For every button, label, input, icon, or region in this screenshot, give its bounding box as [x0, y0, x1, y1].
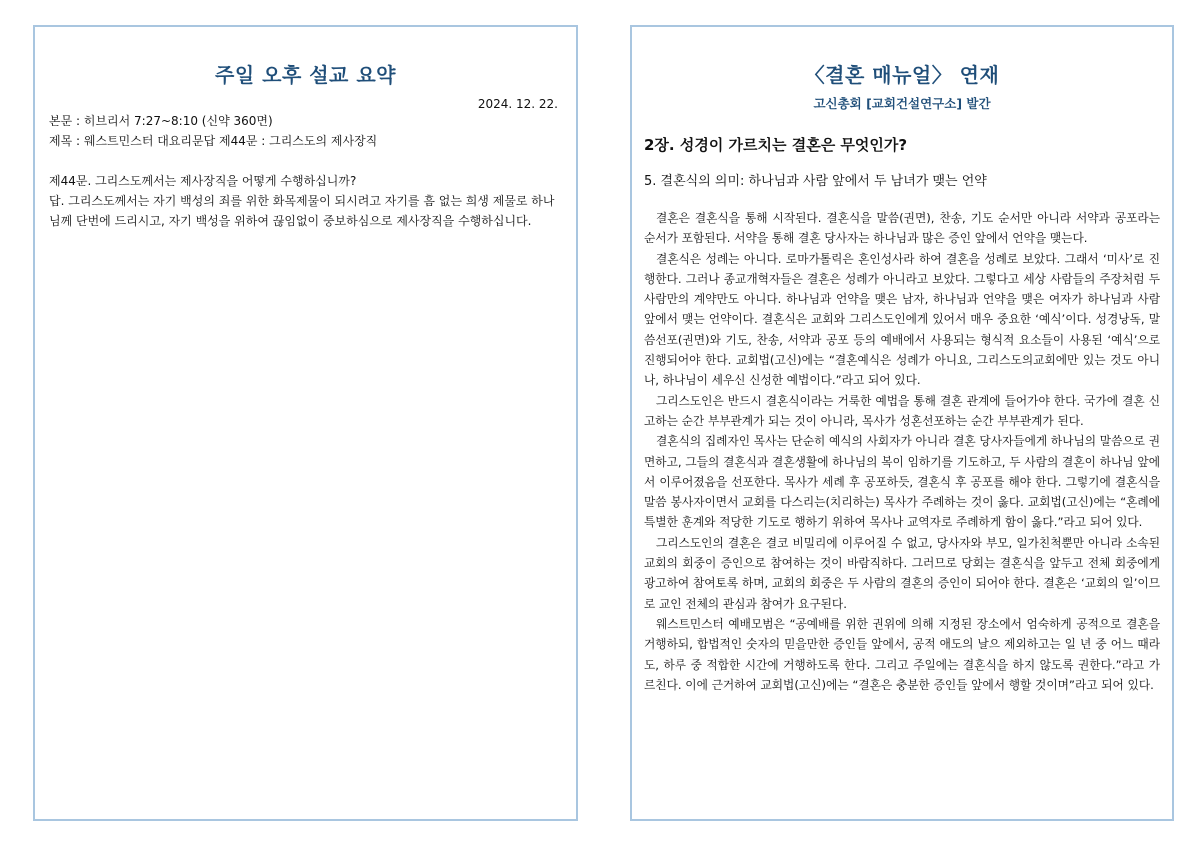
article-paragraph: 그리스도인은 반드시 결혼식이라는 거룩한 예법을 통해 결혼 관계에 들어가야 한다. 국가에 결혼 신고하는 순간 부부관계가 되는 것이 아니라, 목사가 성혼선포하는 순간 부부관계가 된다.: [644, 393, 1160, 428]
catechism-answer: 답. 그리스도께서는 자기 백성의 죄를 위한 화목제물이 되시려고 자기를 흠 없는 희생 제물로 하나님께 단번에 드리시고, 자기 백성을 위하여 끊임없이 중보하심으로 제사장직을 수행하십니다.: [49, 194, 555, 228]
article-body: [632, 208, 1172, 695]
scripture-line: 본문 : 히브리서 7:27~8:10 (신약 360면): [49, 114, 273, 128]
sermon-title: 주일 오후 설교 요약: [215, 63, 396, 87]
catechism-question: 제44문. 그리스도께서는 제사장직을 어떻게 수행하십니까?: [49, 174, 357, 188]
article-paragraph: 결혼식의 집례자인 목사는 단순히 예식의 사회자가 아니라 결혼 당사자들에게 하나님의 말씀으로 권면하고, 그들의 결혼식과 결혼생활에 하나님의 복이 임하기를 기도하고, 두 사람의 결혼이 하나님 앞에서 이루어졌음을 선포한다. 목사가 세례 후 공포하듯, 결혼식 후 공포를 해야 한다. 그렇기에 결혼식을 말씀 봉사자이면서 교회를 다스리는(치리하는) 목사가 주례하는 것이 옳다. 교회법(고신)에는 “혼례에 특별한 훈계와 적당한 기도로 행하기 위하여 목사나 교역자로 주례하게 함이 옳다.”라고 되어 있다.: [644, 434, 1160, 530]
section-heading: 5. 결혼식의 의미: 하나님과 사람 앞에서 두 남녀가 맺는 언약: [644, 174, 987, 189]
catechism-qa: [49, 171, 562, 231]
article-paragraph: 결혼은 결혼식을 통해 시작된다. 결혼식을 말씀(권면), 찬송, 기도 순서만 아니라 서약과 공포라는 순서가 포함된다. 서약을 통해 결혼 당사자는 하나님과 많은 증인 앞에서 언약을 맺는다.: [644, 211, 1160, 246]
sermon-date: 2024. 12. 22.: [477, 97, 558, 111]
article-paragraph: 결혼식은 성례는 아니다. 로마가톨릭은 혼인성사라 하여 결혼을 성례로 보았다. 그래서 ‘미사’로 진행한다. 그러나 종교개혁자들은 결혼은 성례가 아니라고 보았다. 그렇다고 세상 사람들의 주장처럼 두 사람만의 계약만도 아니다. 하나님과 언약을 맺은 남자, 하나님과 언약을 맺은 여자가 하나님과 사람 앞에서 맺는 언약이다. 결혼식은 교회와 그리스도인에게 있어서 매우 중요한 ‘예식’이다. 성경낭독, 말씀선포(권면)와 기도, 찬송, 서약과 공포 등의 예배에서 사용되는 형식적 요소들이 사용된 ‘예식’으로 진행되어야 한다. 교회법(고신)에는 “결혼예식은 성례가 아니요, 그리스도의교회에만 있는 것도 아니나, 하나님이 세우신 신성한 예법이다.”라고 되어 있다.: [644, 251, 1160, 388]
article-paragraph: 웨스트민스터 예배모범은 “공예배를 위한 권위에 의해 지정된 장소에서 엄숙하게 공적으로 결혼을 거행하되, 합법적인 숫자의 믿을만한 증인들 앞에서, 공적 애도의 날으 제외하고는 일 년 중 어느 때라도, 하루 중 적합한 시간에 거행하도록 한다. 그리고 주일에는 결혼식을 하지 않도록 권한다.”라고 가르친다. 이에 근거하여 교회법(고신)에는 “결혼은 충분한 증인들 앞에서 행할 것이며”라고 되어 있다.: [644, 616, 1160, 692]
marriage-manual-panel: [630, 25, 1174, 821]
sermon-body: [35, 111, 576, 231]
subject-line: 제목 : 웨스트민스터 대요리문답 제44문 : 그리스도의 제사장직: [49, 134, 378, 148]
sermon-summary-panel: [33, 25, 578, 821]
article-paragraph: 그리스도인의 결혼은 결코 비밀리에 이루어질 수 없고, 당사자와 부모, 일가친척뿐만 아니라 소속된 교회의 회중이 증인으로 참여하는 것이 바람직하다. 그러므로 당회는 결혼식을 앞두고 전체 회중에게 광고하여 참여토록 하며, 교회의 회중은 두 사람의 결혼의 증인이 되어야 한다. 결혼은 ‘교회의 일’이므로 교인 전체의 관심과 참여가 요구된다.: [644, 535, 1160, 611]
publisher-line: 고신총회 [교회건설연구소] 발간: [813, 96, 991, 111]
series-title: 〈결혼 매뉴얼〉 연재: [804, 63, 1000, 87]
chapter-heading: 2장. 성경이 가르치는 결혼은 무엇인가?: [644, 136, 908, 154]
